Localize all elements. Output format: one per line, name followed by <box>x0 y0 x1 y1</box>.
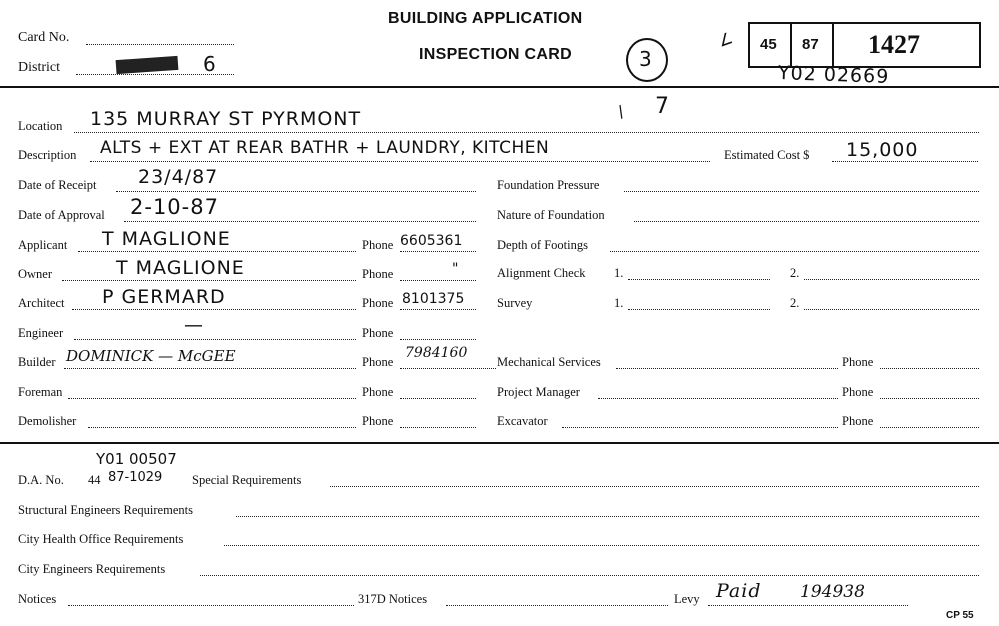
applicant-line <box>78 251 356 252</box>
builder-label: Builder <box>18 355 56 369</box>
notices-317d-label: 317D Notices <box>358 592 428 606</box>
card-number: 1427 <box>868 30 920 59</box>
notices-line <box>68 605 354 606</box>
alignment-line-1 <box>628 279 770 280</box>
city-health-line <box>224 545 979 546</box>
applicant-value: T MAGLIONE <box>102 228 231 250</box>
owner-label: Owner <box>18 267 53 281</box>
project-manager-phone-label: Phone <box>842 385 874 399</box>
card-no-label: Card No. <box>18 30 70 45</box>
description-value: ALTS + EXT AT REAR BATHR + LAUNDRY, KITCHEN <box>100 138 550 158</box>
date-receipt-line <box>116 191 476 192</box>
foreman-label: Foreman <box>18 385 63 399</box>
owner-phone-label: Phone <box>362 267 394 281</box>
depth-footings-label: Depth of Footings <box>497 238 588 252</box>
engineer-line <box>74 339 356 340</box>
mechanical-phone-line <box>880 368 979 369</box>
foreman-phone-label: Phone <box>362 385 394 399</box>
survey-opt-2: 2. <box>790 296 800 310</box>
applicant-phone-line <box>400 251 476 252</box>
card-number-box <box>748 22 981 68</box>
circled-number <box>626 38 668 82</box>
code-2: 87 <box>802 36 819 53</box>
description-label: Description <box>18 148 77 162</box>
header-rule <box>0 86 999 88</box>
architect-line <box>72 309 356 310</box>
owner-line <box>62 280 356 281</box>
mechanical-services-label: Mechanical Services <box>497 355 601 369</box>
demolisher-phone-label: Phone <box>362 414 394 428</box>
depth-footings-line <box>610 251 979 252</box>
foundation-pressure-label: Foundation Pressure <box>497 178 600 192</box>
architect-value: P GERMARD <box>102 286 226 308</box>
location-value: 135 MURRAY ST PYRMONT <box>90 108 362 130</box>
owner-value: T MAGLIONE <box>116 257 245 279</box>
da-value: 87-1029 <box>108 470 163 485</box>
applicant-phone-label: Phone <box>362 238 394 252</box>
mechanical-phone-label: Phone <box>842 355 874 369</box>
architect-phone-line <box>400 309 476 310</box>
special-requirements-line <box>330 486 979 487</box>
builder-phone: 7984160 <box>405 345 468 361</box>
architect-phone-label: Phone <box>362 296 394 310</box>
da-ref: Y01 00507 <box>96 450 177 468</box>
demolisher-phone-line <box>400 427 476 428</box>
notices-label: Notices <box>18 592 57 606</box>
date-approval-label: Date of Approval <box>18 208 105 222</box>
builder-phone-label: Phone <box>362 355 394 369</box>
nature-foundation-label: Nature of Foundation <box>497 208 605 222</box>
form-code: CP 55 <box>946 610 974 621</box>
date-approval-value: 2-10-87 <box>130 195 219 219</box>
alignment-opt-2: 2. <box>790 266 800 280</box>
survey-label: Survey <box>497 296 533 310</box>
applicant-label: Applicant <box>18 238 68 252</box>
stray-mark: / <box>614 101 628 122</box>
project-manager-label: Project Manager <box>497 385 580 399</box>
structural-engineers-line <box>236 516 979 517</box>
notices-317d-line <box>446 605 668 606</box>
architect-phone: 8101375 <box>402 291 465 307</box>
da-prefix: 44 <box>88 473 101 487</box>
mechanical-services-line <box>616 368 838 369</box>
levy-number: 194938 <box>800 582 865 602</box>
title-line-1: BUILDING APPLICATION <box>388 10 583 27</box>
estimated-cost-label: Estimated Cost $ <box>724 148 810 162</box>
estimated-cost-line <box>832 161 978 162</box>
levy-label: Levy <box>674 592 700 606</box>
file-ref: Y02 02669 <box>777 62 890 88</box>
stray-bracket: 7 <box>655 94 670 119</box>
levy-line <box>708 605 908 606</box>
alignment-line-2 <box>804 279 979 280</box>
city-health-label: City Health Office Requirements <box>18 532 184 546</box>
card-no-line <box>86 44 234 45</box>
builder-line <box>64 368 356 369</box>
excavator-phone-label: Phone <box>842 414 874 428</box>
da-no-label: D.A. No. <box>18 473 64 487</box>
owner-phone-line <box>400 280 476 281</box>
code-divider-1 <box>790 24 792 66</box>
owner-phone: " <box>452 261 459 277</box>
structural-engineers-label: Structural Engineers Requirements <box>18 503 193 517</box>
foreman-phone-line <box>400 398 476 399</box>
district-label: District <box>18 60 60 75</box>
redaction-mark <box>116 56 179 74</box>
architect-label: Architect <box>18 296 65 310</box>
special-requirements-label: Special Requirements <box>192 473 302 487</box>
demolisher-line <box>88 427 356 428</box>
city-engineers-label: City Engineers Requirements <box>18 562 166 576</box>
code-divider-2 <box>832 24 834 66</box>
location-label: Location <box>18 119 63 133</box>
survey-line-2 <box>804 309 979 310</box>
section-rule <box>0 442 999 444</box>
applicant-phone: 6605361 <box>400 233 463 249</box>
alignment-check-label: Alignment Check <box>497 266 586 280</box>
engineer-label: Engineer <box>18 326 64 340</box>
project-manager-line <box>598 398 838 399</box>
city-engineers-line <box>200 575 979 576</box>
levy-paid: Paid <box>716 580 762 602</box>
date-receipt-value: 23/4/87 <box>138 166 219 188</box>
builder-value: DOMINICK — McGEE <box>66 347 236 365</box>
foreman-line <box>68 398 356 399</box>
district-value: 6 <box>203 52 217 76</box>
demolisher-label: Demolisher <box>18 414 77 428</box>
foundation-pressure-line <box>624 191 979 192</box>
tick-mark: ∠ <box>715 28 736 51</box>
title-line-2: INSPECTION CARD <box>419 46 572 63</box>
description-line <box>90 161 710 162</box>
location-line <box>74 132 979 133</box>
builder-phone-line <box>400 368 496 369</box>
circled-number-value: 3 <box>639 47 653 71</box>
excavator-label: Excavator <box>497 414 548 428</box>
code-1: 45 <box>760 36 777 53</box>
survey-opt-1: 1. <box>614 296 624 310</box>
survey-line-1 <box>628 309 770 310</box>
project-manager-phone-line <box>880 398 979 399</box>
date-receipt-label: Date of Receipt <box>18 178 97 192</box>
excavator-phone-line <box>880 427 979 428</box>
engineer-value: — <box>184 314 204 336</box>
nature-foundation-line <box>634 221 979 222</box>
excavator-line <box>562 427 838 428</box>
date-approval-line <box>124 221 476 222</box>
engineer-phone-label: Phone <box>362 326 394 340</box>
estimated-cost-value: 15,000 <box>846 139 919 161</box>
engineer-phone-line <box>400 339 476 340</box>
alignment-opt-1: 1. <box>614 266 624 280</box>
